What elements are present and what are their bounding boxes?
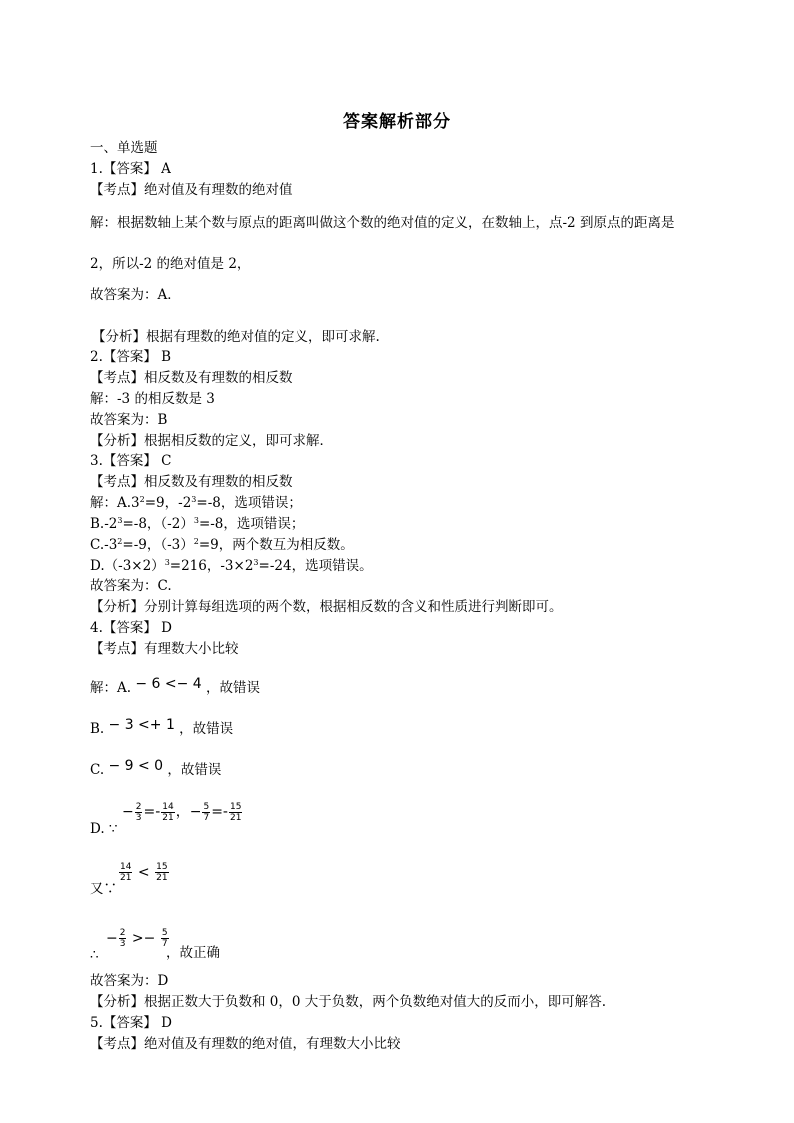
q3-line-c-part: =-9，（-3） <box>122 537 194 553</box>
exponent: 3 <box>117 516 123 525</box>
q3-line-b <box>90 515 304 533</box>
q2-answer: 2.【答案】 B <box>90 349 172 365</box>
fraction-numerator: 15 <box>156 862 168 872</box>
less-than-sign: < <box>133 864 155 881</box>
q3-analysis: 【分析】分别计算每组选项的两个数，根据相反数的含义和性质进行判断即可。 <box>90 599 563 615</box>
q3-kaodian: 【考点】相反数及有理数的相反数 <box>90 474 293 490</box>
exponent: 2 <box>117 537 123 546</box>
q3-line-c-part: C.-3 <box>90 537 118 553</box>
q2-kaodian: 【考点】相反数及有理数的相反数 <box>90 370 293 386</box>
q4-option-b-suffix: ，故错误 <box>179 721 234 737</box>
fraction-denominator: 21 <box>120 873 132 883</box>
exponent: 2 <box>193 537 199 546</box>
q4-option-c-suffix: ，故错误 <box>167 762 222 778</box>
fraction-numerator: 5 <box>161 928 168 938</box>
fraction-numerator: 2 <box>135 801 142 812</box>
q1-kaodian: 【考点】绝对值及有理数的绝对值 <box>90 182 293 198</box>
q3-line-c-part: =9，两个数互为相反数。 <box>198 537 354 553</box>
q4-option-d-label: D. ∵ <box>90 821 118 837</box>
exponent: 3 <box>193 516 199 525</box>
q1-analysis: 【分析】根据有理数的绝对值的定义，即可求解. <box>92 329 380 345</box>
q4-also-expr <box>118 862 170 883</box>
fraction <box>155 862 168 883</box>
exponent: 2 <box>139 495 145 504</box>
q4-option-c-label: C. <box>90 762 105 778</box>
q4-option-b <box>90 716 233 738</box>
q4-option-a-label: 解：A. <box>90 680 132 696</box>
q2-analysis: 【分析】根据相反数的定义，即可求解． <box>90 433 333 449</box>
q3-line-a-part: =-8，选项错误； <box>196 495 302 511</box>
q3-line-d-part: =216，-3×2 <box>169 558 254 574</box>
q4-option-b-expr: − 3 <+ 1 <box>108 717 175 733</box>
q4-therefore-expr <box>106 928 170 949</box>
q5-answer: 5.【答案】 D <box>90 1015 172 1031</box>
q1-answer: 1.【答案】 A <box>90 161 171 177</box>
fraction <box>229 802 242 823</box>
fraction-numerator: 2 <box>119 928 126 938</box>
fraction-denominator: 7 <box>203 812 210 823</box>
page-title: 答案解析部分 <box>343 112 451 132</box>
q4-option-c-expr: − 9 < 0 <box>108 758 164 774</box>
q4-therefore-suffix: ，故正确 <box>166 945 220 961</box>
q2-conclusion: 故答案为：B <box>90 412 168 428</box>
fraction-numerator: 14 <box>120 862 132 872</box>
exponent: 3 <box>164 558 170 567</box>
q3-line-b-part: =-8，（-2） <box>122 516 194 532</box>
q4-answer: 4.【答案】 D <box>90 620 172 636</box>
q1-conclusion: 故答案为：A． <box>90 287 181 303</box>
q1-solution-line1: 解：根据数轴上某个数与原点的距离叫做这个数的绝对值的定义，在数轴上，点-2 到原点的距离是 <box>90 215 675 231</box>
q3-line-b-part: B.-2 <box>90 516 118 532</box>
fraction <box>202 802 210 823</box>
q4-analysis: 【分析】根据正数大于负数和 0，0 大于负数，两个负数绝对值大的反而小，即可解答. <box>90 994 607 1010</box>
minus-sign: − <box>122 804 134 820</box>
q4-option-a-expr: − 6 <− 4 <box>135 676 202 692</box>
q3-line-c <box>90 536 354 554</box>
q2-solution: 解：-3 的相反数是 3 <box>90 391 215 407</box>
q3-line-d-part: =-24，选项错误。 <box>258 558 373 574</box>
equals-sign: =- <box>143 804 161 820</box>
q4-kaodian: 【考点】有理数大小比较 <box>90 641 239 657</box>
fraction-denominator: 7 <box>161 939 168 949</box>
q1-solution-line2: 2，所以-2 的绝对值是 2， <box>90 256 251 272</box>
q4-conclusion: 故答案为：D <box>90 973 169 989</box>
fraction <box>119 928 127 949</box>
greater-than-sign: >− <box>127 930 160 947</box>
q3-line-b-part: =-8，选项错误； <box>198 516 305 532</box>
q4-option-a <box>90 675 260 697</box>
comma: ， <box>175 804 190 820</box>
q3-line-a <box>90 494 302 512</box>
q3-line-a-part: =9，-2 <box>144 495 192 511</box>
section-heading: 一、单选题 <box>90 140 158 156</box>
fraction <box>161 802 174 823</box>
q4-option-d-expr <box>122 801 243 823</box>
fraction-denominator: 3 <box>119 939 126 949</box>
fraction-numerator: 5 <box>203 801 210 812</box>
q3-conclusion: 故答案为：C. <box>90 578 172 594</box>
fraction-denominator: 3 <box>135 812 142 823</box>
minus-sign: − <box>189 804 202 820</box>
q5-kaodian: 【考点】绝对值及有理数的绝对值，有理数大小比较 <box>90 1036 401 1052</box>
fraction-numerator: 14 <box>162 801 174 812</box>
q3-answer: 3.【答案】 C <box>90 453 172 469</box>
minus-sign: − <box>106 930 118 947</box>
equals-sign: =- <box>211 804 228 820</box>
q4-also-label: 又∵ <box>90 881 117 897</box>
q3-line-d-part: D.（-3×2） <box>90 558 165 574</box>
q4-option-c <box>90 757 221 779</box>
fraction-denominator: 21 <box>229 812 242 823</box>
q4-therefore-label: ∴ <box>90 947 99 963</box>
exponent: 3 <box>253 558 259 567</box>
q4-option-a-suffix: ，故错误 <box>206 680 260 696</box>
fraction <box>135 802 143 823</box>
q4-option-b-label: B. <box>90 721 105 737</box>
fraction-denominator: 21 <box>162 812 174 823</box>
fraction-denominator: 21 <box>156 873 168 883</box>
fraction-numerator: 15 <box>229 801 242 812</box>
q3-line-d <box>90 557 373 575</box>
exponent: 3 <box>191 495 197 504</box>
q3-line-a-part: 解：A.3 <box>90 495 140 511</box>
fraction <box>119 862 132 883</box>
